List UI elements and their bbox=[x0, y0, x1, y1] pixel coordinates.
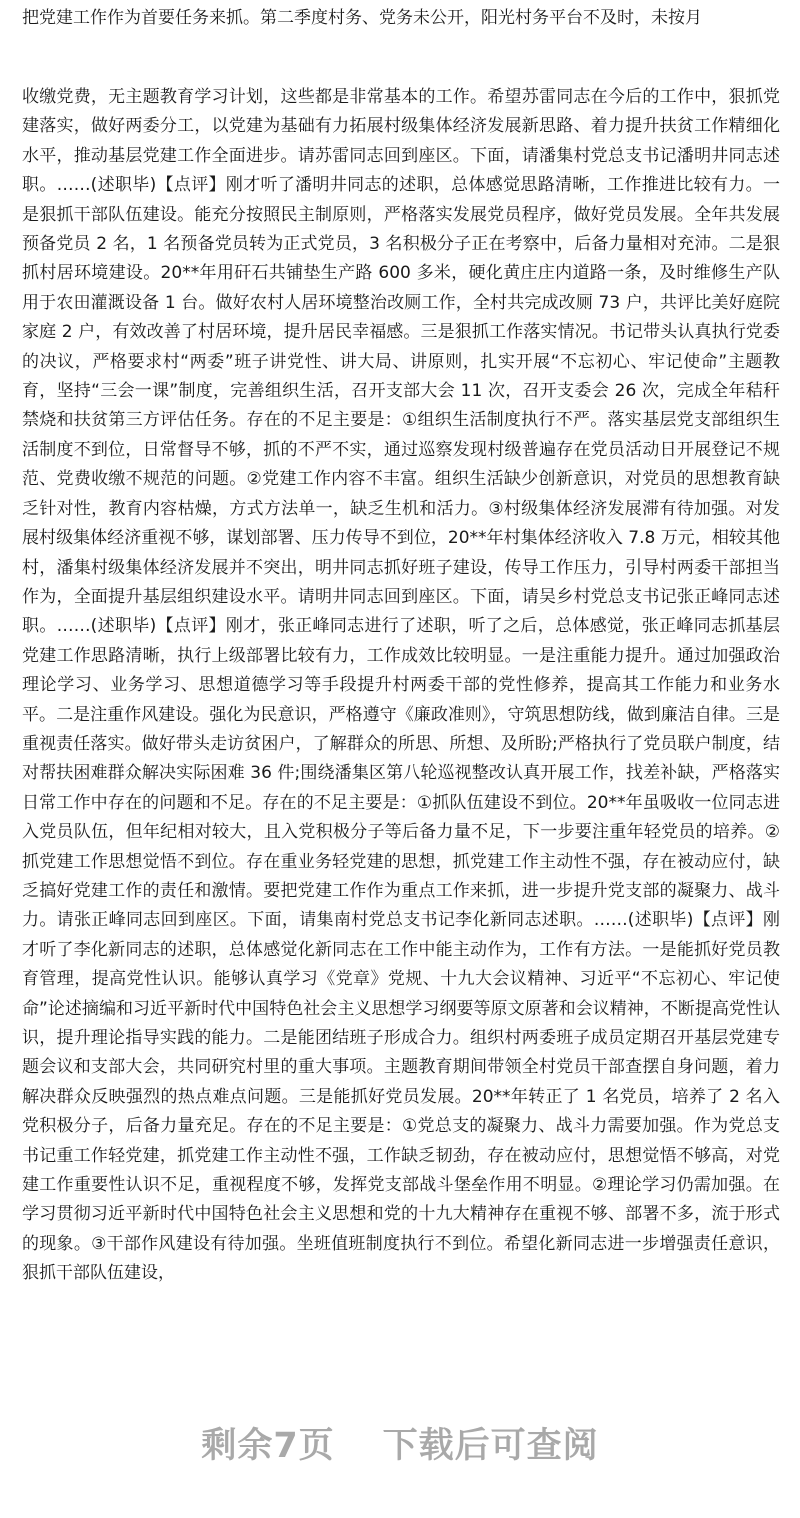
remaining-pages-label[interactable]: 剩余7页 bbox=[201, 1426, 335, 1466]
download-prompt-banner[interactable] bbox=[0, 1408, 800, 1478]
document-top-line: 把党建工作作为首要任务来抓。第二季度村务、党务未公开，阳光村务平台不及时，未按月 bbox=[22, 8, 702, 28]
download-to-view-label[interactable]: 下载后可查阅 bbox=[382, 1426, 599, 1466]
document-body-text: 收缴党费，无主题教育学习计划，这些都是非常基本的工作。希望苏雷同志在今后的工作中，狠抓党建落实，做好两委分工，以党建为基础有力拓展村级集体经济发展新思路、着力提升扶贫工作精细化水平，推动基层党建工作全面进步。请苏雷同志回到座区。下面，请潘集村党总支书记潘明井同志述职。……(述职毕)【点评】刚才听了潘明井同志的述职，总体感觉思路清晰，工作推进比较有力。一是狠抓干部队伍建设。能充分按照民主制原则，严格落实发展党员程序，做好党员发展。全年共发展预备党员 2 名，1 名预备党员转为正式党员，3 名积极分子正在考察中，后备力量相对充沛。二是狠抓村居环境建设。20**年用矸石共铺垫生产路 600 多米，硬化黄庄庄内道路一条，及时维修生产队用于农田灌溉设备 1 台。做好农村人居环境整治改厕工作，全村共完成改厕 73 户，共评比美好庭院家庭 2 户，有效改善了村居环境，提升居民幸福感。三是狠抓工作落实情况。书记带头认真执行党委的决议，严格要求村“两委”班子讲党性、讲大局、讲原则，扎实开展“不忘初心、牢记使命”主题教育，坚持“三会一课”制度，完善组织生活，召开支部大会 11 次，召开支委会 26 次，完成全年秸秆禁烧和扶贫第三方评估任务。存在的不足主要是：①组织生活制度执行不严。落实基层党支部组织生活制度不到位，日常督导不够，抓的不严不实，通过巡察发现村级普遍存在党员活动日开展登记不规范、党费收缴不规范的问题。②党建工作内容不丰富。组织生活缺少创新意识，对党员的思想教育缺乏针对性，教育内容枯燥，方式方法单一，缺乏生机和活力。③村级集体经济发展滞有待加强。对发展村级集体经济重视不够，谋划部署、压力传导不到位，20**年村集体经济收入 7.8 万元，相较其他村，潘集村级集体经济发展并不突出，明井同志抓好班子建设，传导工作压力，引导村两委干部担当作为，全面提升基层组织建设水平。请明井同志回到座区。下面，请吴乡村党总支书记张正峰同志述职。……(述职毕)【点评】刚才，张正峰同志进行了述职，听了之后，总体感觉，张正峰同志抓基层党建工作思路清晰，执行上级部署比较有力，工作成效比较明显。一是注重能力提升。通过加强政治理论学习、业务学习、思想道德学习等手段提升村两委干部的党性修养，提高其工作能力和业务水平。二是注重作风建设。强化为民意识，严格遵守《廉政准则》，守筑思想防线，做到廉洁自律。三是重视责任落实。做好带头走访贫困户，了解群众的所思、所想、及所盼;严格执行了党员联户制度，结对帮扶困难群众解决实际困难 36 件;围绕潘集区第八轮巡视整改认真开展工作，找差补缺，严格落实日常工作中存在的问题和不足。存在的不足主要是：①抓队伍建设不到位。20**年虽吸收一位同志进入党员队伍，但年纪相对较大，且入党积极分子等后备力量不足，下一步要注重年轻党员的培养。②抓党建工作思想觉悟不到位。存在重业务轻党建的思想，抓党建工作主动性不强，存在被动应付，缺乏搞好党建工作的责任和激情。要把党建工作作为重点工作来抓，进一步提升党支部的凝聚力、战斗力。请张正峰同志回到座区。下面，请集南村党总支书记李化新同志述职。……(述职毕)【点评】刚才听了李化新同志的述职，总体感觉化新同志在工作中能主动作为，工作有方法。一是能抓好党员教育管理，提高党性认识。能够认真学习《党章》党规、十九大会议精神、习近平“不忘初心、牢记使命”论述摘编和习近平新时代中国特色社会主义思想学习纲要等原文原著和会议精神，不断提高党性认识，提升理论指导实践的能力。二是能团结班子形成合力。组织村两委班子成员定期召开基层党建专题会议和支部大会，共同研究村里的重大事项。主题教育期间带领全村党员干部查摆自身问题，着力解决群众反映强烈的热点难点问题。三是能抓好党员发展。20**年转正了 1 名党员，培养了 2 名入党积极分子，后备力量充足。存在的不足主要是：①党总支的凝聚力、战斗力需要加强。作为党总支书记重工作轻党建，抓党建工作主动性不强，工作缺乏韧劲，存在被动应付，思想觉悟不够高，对党建工作重要性认识不足，重视程度不够，发挥党支部战斗堡垒作用不明显。②理论学习仍需加强。在学习贯彻习近平新时代中国特色社会主义思想和党的十九大精神存在重视不够、部署不多，流于形式的现象。③干部作风建设有待加强。坐班值班制度执行不到位。希望化新同志进一步增强责任意识，狠抓干部队伍建设， bbox=[22, 87, 780, 1284]
